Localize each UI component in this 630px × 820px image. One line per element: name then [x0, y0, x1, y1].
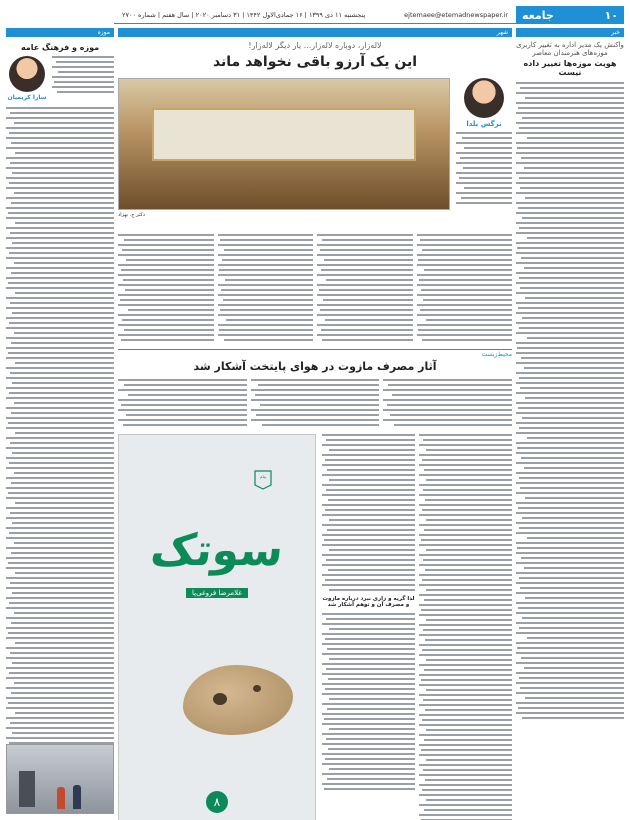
author-snippet: [456, 132, 512, 204]
mazut-body: [118, 379, 512, 426]
mazut-text-col-1: [383, 379, 512, 426]
photo-credit: دکتر ج. بهزاد: [118, 212, 145, 218]
author-name: نرگس بلدا: [466, 120, 502, 128]
lalezar-text-col-4: [118, 234, 214, 341]
news-kicker: واکنش یک مدیر اداره به تغییر کاربری موزه‌های هنرمندان معاصر: [516, 41, 624, 57]
cover-title-block: [139, 525, 295, 599]
museum-author-name: سارا کریمیان: [7, 94, 47, 101]
museum-author-box: [6, 56, 48, 101]
cover-title: سوتک: [148, 525, 286, 576]
mazut-subhead: لذا گریه و زاری نبرد درباره مازوت و مصرف آن و توهم آشکار شد: [322, 596, 415, 608]
mazut-text-col-3: [118, 379, 247, 426]
lalezar-text-col-2: [317, 234, 413, 341]
stone-hole: [213, 693, 227, 705]
series-badge-icon: [253, 469, 273, 491]
museum-visitor: [57, 787, 65, 809]
news-headline: هویت موزه‌ها تغییر داده نیست: [523, 59, 617, 77]
mazut-headline: آثار مصرف مازوت در هوای پایتخت آشکار شد: [193, 360, 437, 373]
right-column: [516, 28, 624, 814]
book-cover: [118, 434, 316, 820]
header-spacer: [6, 6, 114, 24]
date-line: پنجشنبه ۱۱ دی ۱۳۹۹ | ۱۶ جمادی‌الاول ۱۴۴۲ | ۳۱ دسامبر ۲۰۲۰ | سال هفتم | شماره ۲۷۰۰: [122, 10, 366, 19]
museum-sculpture: [19, 771, 35, 807]
center-column: [118, 28, 512, 814]
museum-intro: [6, 56, 114, 101]
news-body-text: [516, 82, 624, 719]
masthead-strip: [114, 6, 516, 24]
lower-center: [118, 434, 512, 820]
theater-photo-block: [118, 78, 450, 228]
author-avatar: [464, 78, 504, 118]
museum-visitor-2: [73, 785, 81, 809]
lalezar-headline: این یک آرزو باقی نخواهد ماند: [212, 54, 418, 70]
section-tag-museum: موزه: [6, 28, 114, 37]
series-badge: [253, 469, 273, 495]
section-tag-environment: محیط‌زیست: [118, 349, 512, 358]
page-number: ۱۰: [604, 8, 618, 22]
stone-hole-small: [253, 685, 261, 692]
lalezar-body: [118, 234, 512, 341]
email-address[interactable]: ejtemaee@etemadnewspaper.ir: [404, 10, 508, 19]
museum-intro-text: [52, 56, 114, 101]
lalezar-feature: [118, 78, 512, 228]
section-name: جامعه: [522, 8, 554, 22]
left-column: [6, 28, 114, 814]
mazut-text-col-5: [322, 434, 415, 820]
museum-body-text: [6, 107, 114, 754]
publisher-logo: ۸: [206, 791, 228, 813]
series-label: پیام: [259, 474, 266, 479]
theater-photo: [118, 78, 450, 210]
section-header: [516, 6, 624, 24]
mazut-continued: [322, 434, 512, 820]
mazut-text-col-4: [419, 434, 512, 820]
lalezar-text-col-3: [218, 234, 314, 341]
museum-headline: موزه و فرهنگ عامه: [20, 43, 100, 52]
page-header: [6, 6, 624, 24]
cover-author: غلامرضا فروغی‌پا: [186, 588, 248, 598]
author-box: [456, 78, 512, 228]
stone-whistle-illustration: [183, 665, 293, 735]
mazut-text-col-5-top: [322, 434, 415, 591]
lalezar-text-col-1: [417, 234, 513, 341]
museum-author-avatar: [9, 56, 45, 92]
mazut-text-col-2: [251, 379, 380, 426]
lalezar-kicker: لاله‌زار، دوباره لاله‌زار... یار دیگر لاله‌زار!: [248, 41, 382, 50]
section-tag-news: خبر: [516, 28, 624, 37]
cover-author-wrap: [139, 580, 295, 599]
museum-photo: [6, 744, 114, 814]
mazut-text-col-5-bottom: [322, 613, 415, 790]
section-tag-city: شهر: [118, 28, 512, 37]
